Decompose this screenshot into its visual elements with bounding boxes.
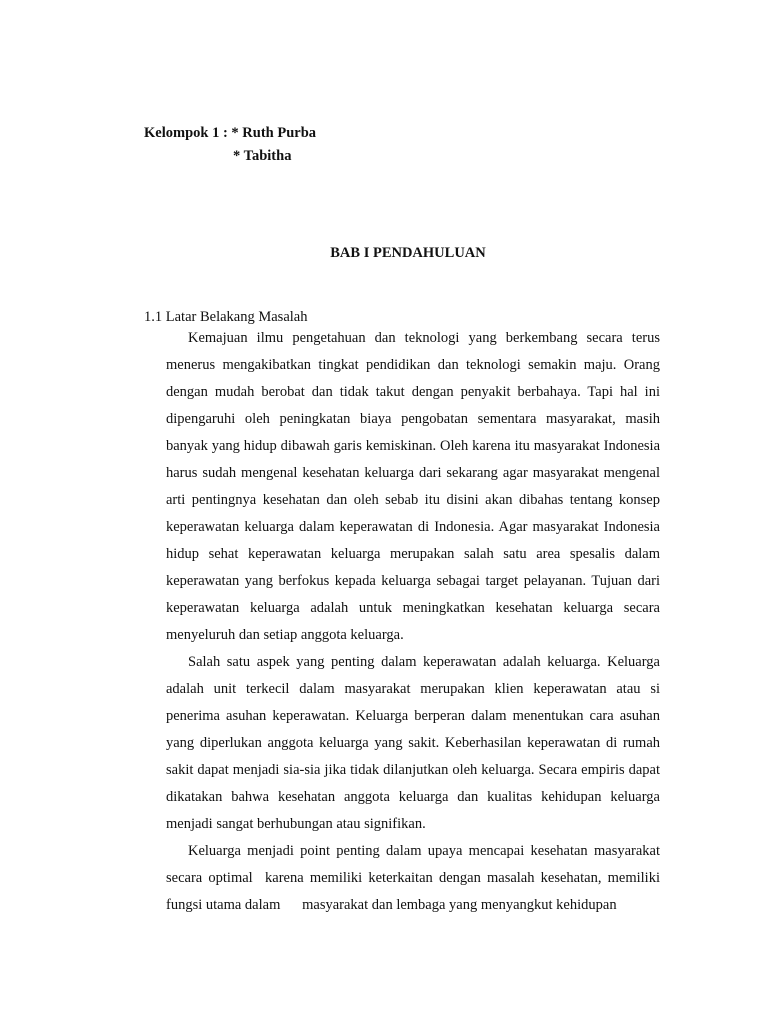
paragraph-2: Salah satu aspek yang penting dalam keperawatan adalah keluarga. Keluarga adalah unit terkecil dalam masyarakat merupakan klien keperawatan atau si penerima asuhan keperawatan. Keluarga berperan dalam menentukan cara asuhan yang diperlukan anggota keluarga yang sakit. Keberhasilan keperawatan di rumah sakit dapat menjadi sia-sia jika tidak dilanjutkan oleh keluarga. Secara empiris dapat dikatakan bahwa kesehatan anggota keluarga dan kualitas kehidupan keluarga menjadi sangat berhubungan atau signifikan. (166, 654, 660, 832)
paragraph-1: Kemajuan ilmu pengetahuan dan teknologi yang berkembang secara terus menerus mengakibatkan tingkat pendidikan dan teknologi semakin maju. Orang dengan mudah berobat dan tidak takut dengan penyakit berbahaya. Tapi hal ini dipengaruhi oleh peningkatan biaya pengobatan sementara masyarakat, masih banyak yang hidup dibawah garis kemiskinan. Oleh karena itu masyarakat Indonesia harus sudah mengenal kesehatan keluarga dari sekarang agar masyarakat mengenal arti pentingnya kesehatan dan oleh sebab itu disini akan dibahas tentang konsep keperawatan keluarga dalam keperawatan di Indonesia. Agar masyarakat Indonesia hidup sehat keperawatan keluarga merupakan salah satu area spesalis dalam keperawatan yang berfokus kepada keluarga sebagai target pelayanan. Tujuan dari keperawatan keluarga adalah untuk meningkatkan kesehatan keluarga secara menyeluruh dan setiap anggota keluarga. (166, 330, 660, 643)
paragraph-3: Keluarga menjadi point penting dalam upaya mencapai kesehatan masyarakat secara optimal karena memiliki keterkaitan dengan masalah kesehatan, memiliki fungsi utama dalam masyarakat dan lembaga yang menyangkut kehidupan (166, 843, 664, 913)
chapter-title: BAB I PENDAHULUAN (330, 245, 486, 261)
group-members-line-2: * Tabitha (233, 148, 292, 164)
group-members-line-1: Kelompok 1 : * Ruth Purba (144, 125, 317, 141)
section-heading: 1.1 Latar Belakang Masalah (144, 309, 308, 325)
body-text (166, 325, 664, 919)
